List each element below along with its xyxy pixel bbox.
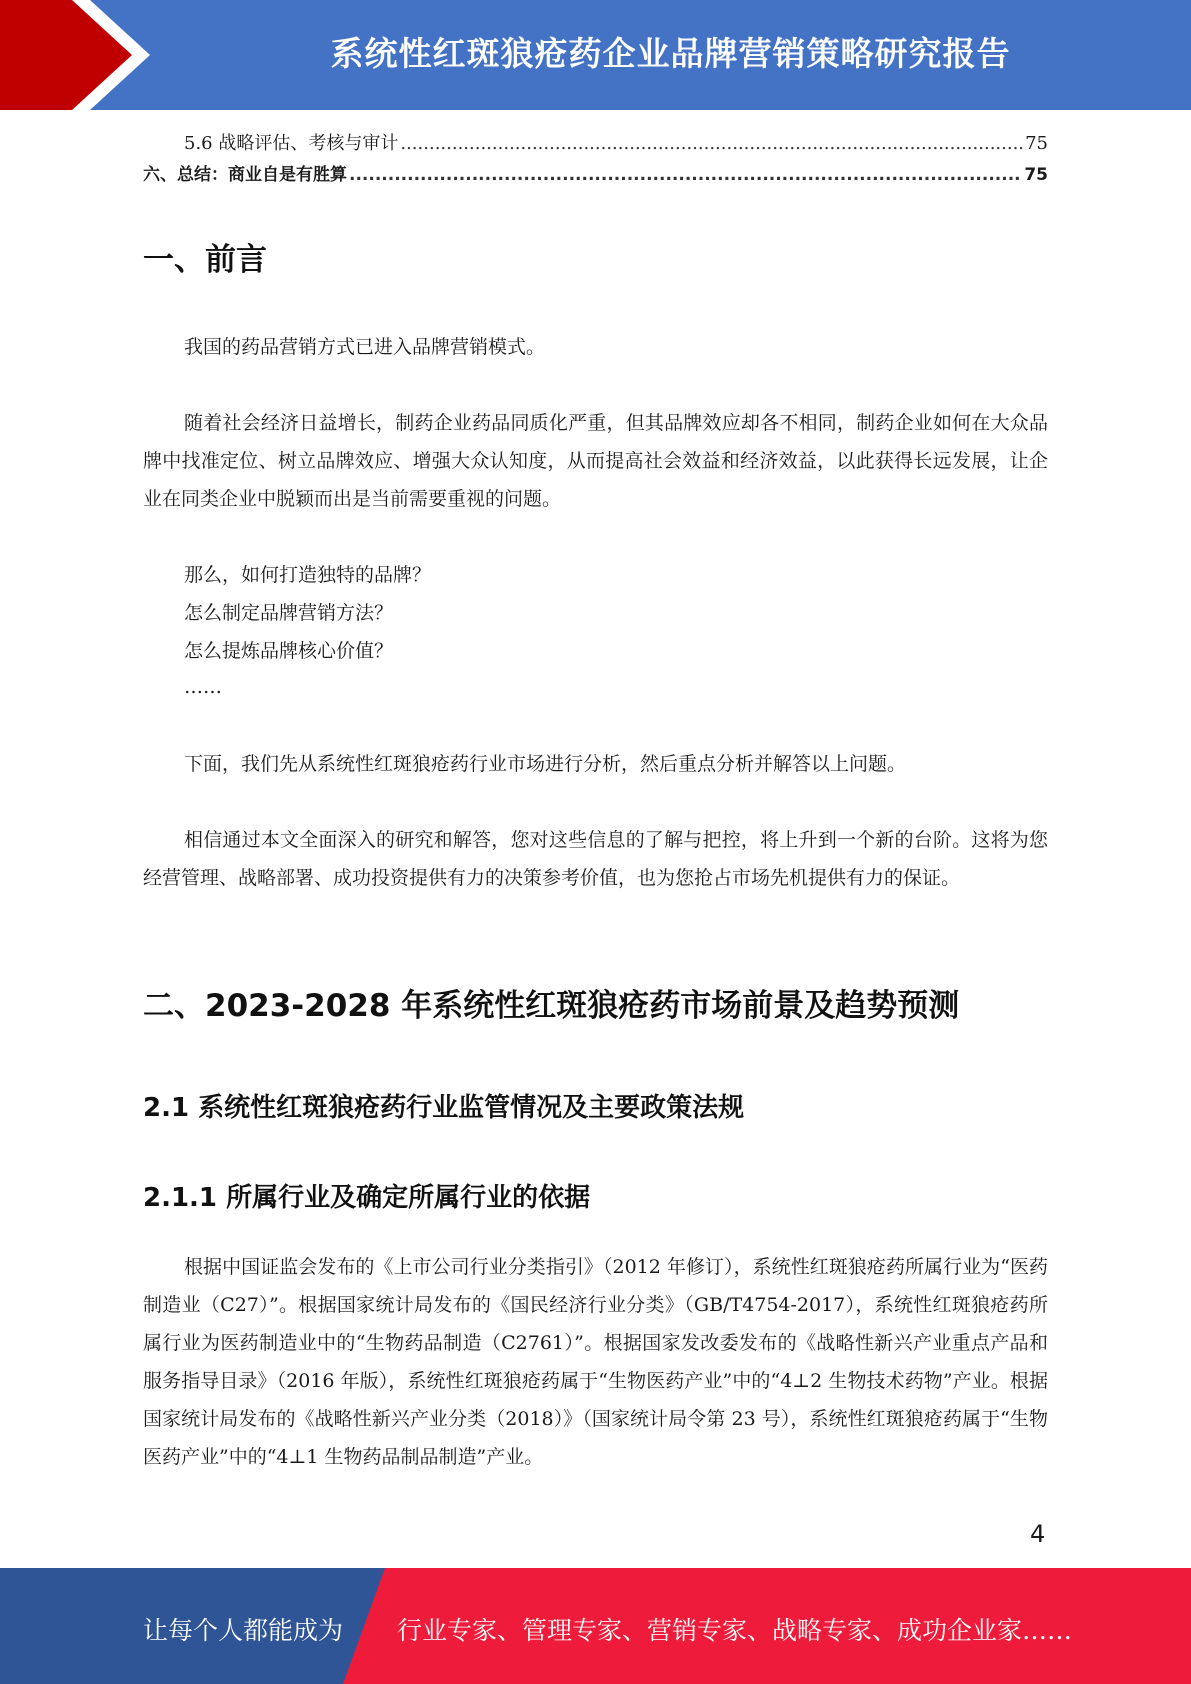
toc-entry-6[interactable] bbox=[143, 159, 1048, 187]
preface-paragraph-1: 我国的药品营销方式已进入品牌营销模式。 bbox=[184, 336, 546, 358]
toc-entry-page: 75 bbox=[1024, 165, 1048, 185]
preface-heading: 一、前言 bbox=[143, 242, 267, 278]
chapter-2-heading: 二、2023-2028 年系统性红斑狼疮药市场前景及趋势预测 bbox=[143, 988, 960, 1024]
section-2-1-1-paragraph: 根据中国证监会发布的《上市公司行业分类指引》（2012 年修订），系统性红斑狼疮药所属行业为“医药制造业（C27）”。根据国家统计局发布的《国民经济行业分类》（GB/T4754-2017），系统性红斑狼疮药所属行业为医药制造业中的“生物药品制造（C2761）”。根据国家发改委发布的《战略性新兴产业重点产品和服务指导目录》（2016 年版），系统性红斑狼疮药属于“生物医药产业”中的“4⊥2 生物技术药物”产业。根据国家统计局发布的《战略性新兴产业分类（2018）》（国家统计局令第 23 号），系统性红斑狼疮药属于“生物医药产业”中的“4⊥1 生物药品制品制造”产业。 bbox=[143, 1256, 1048, 1468]
toc-entry-5-6[interactable] bbox=[143, 128, 1048, 156]
section-2-1-heading: 2.1 系统性红斑狼疮药行业监管情况及主要政策法规 bbox=[143, 1093, 745, 1123]
toc-entry-page: 75 bbox=[1025, 133, 1048, 154]
preface-paragraph-2: 随着社会经济日益增长，制药企业药品同质化严重，但其品牌效应却各不相同，制药企业如何在大众品牌中找准定位、树立品牌效应、增强大众认知度，从而提高社会效益和经济效益，以此获得长远发展，让企业在同类企业中脱颖而出是当前需要重视的问题。 bbox=[143, 412, 1048, 510]
preface-paragraph-4: 相信通过本文全面深入的研究和解答，您对这些信息的了解与把控，将上升到一个新的台阶。这将为您经营管理、战略部署、成功投资提供有力的决策参考价值，也为您抢占市场先机提供有力的保证。 bbox=[143, 829, 1048, 889]
footer-slogan-right: 行业专家、管理专家、营销专家、战略专家、成功企业家…… bbox=[397, 1616, 1073, 1645]
page-header bbox=[0, 0, 1191, 110]
question-line: 那么，如何打造独特的品牌？ bbox=[184, 564, 432, 586]
toc-entry-label: 六、总结：商业自是有胜算 bbox=[143, 165, 347, 185]
page-number: 4 bbox=[1030, 1520, 1046, 1548]
question-ellipsis: …… bbox=[184, 676, 222, 698]
toc-leader-dots bbox=[400, 132, 1023, 156]
question-line: 怎么制定品牌营销方法？ bbox=[184, 602, 394, 624]
question-line: 怎么提炼品牌核心价值？ bbox=[184, 640, 394, 662]
header-red-arrow-graphic bbox=[0, 0, 160, 110]
footer-slogan-left: 让每个人都能成为 bbox=[143, 1616, 344, 1645]
toc-leader-dots bbox=[349, 163, 1022, 187]
preface-paragraph-3: 下面，我们先从系统性红斑狼疮药行业市场进行分析，然后重点分析并解答以上问题。 bbox=[184, 753, 907, 775]
toc-entry-label: 5.6 战略评估、考核与审计 bbox=[184, 133, 399, 154]
report-title: 系统性红斑狼疮药企业品牌营销策略研究报告 bbox=[330, 34, 1011, 73]
section-2-1-1-heading: 2.1.1 所属行业及确定所属行业的依据 bbox=[143, 1183, 591, 1213]
